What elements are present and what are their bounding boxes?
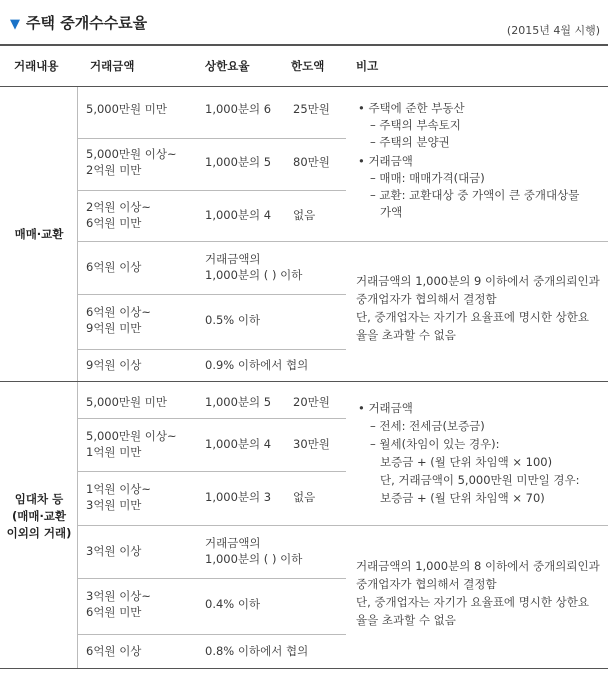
category-divider-sale: [77, 87, 78, 381]
lease-rate-5: 0.4% 이하: [205, 597, 261, 611]
category-sale: 매매·교환: [14, 227, 64, 241]
row-separator: [78, 471, 346, 472]
header-rate: 상한요율: [205, 59, 250, 73]
header-amount: 거래금액: [90, 59, 135, 73]
sale-amount-5a: 6억원 이상~: [86, 305, 152, 319]
lease-rate-6: 0.8% 이하에서 협의: [205, 644, 309, 658]
lease-amount-2a: 5,000만원 이상~: [86, 429, 177, 443]
effective-date-note: (2015년 4월 시행): [506, 24, 600, 37]
sale-limit-1: 25만원: [293, 102, 330, 116]
header-limit: 한도액: [291, 59, 325, 73]
header-bottom-border: [0, 86, 608, 87]
lease-limit-1: 20만원: [293, 395, 330, 409]
category-lease: 임대차 등 (매매·교환 이외의 거래): [6, 492, 72, 540]
lease-amount-6: 6억원 이상: [86, 644, 142, 658]
lease-amount-1: 5,000만원 미만: [86, 395, 168, 409]
sale-amount-1: 5,000만원 미만: [86, 102, 168, 116]
sale-rate-2: 1,000분의 5: [205, 155, 272, 169]
row-separator: [78, 349, 346, 350]
page-title: ▼ 주택 중개수수료율: [10, 14, 148, 32]
sale-amount-6: 9억원 이상: [86, 358, 142, 372]
row-separator: [78, 634, 346, 635]
row-separator: [78, 190, 346, 191]
lease-amount-3b: 3억원 미만: [86, 498, 142, 512]
row-separator: [78, 418, 346, 419]
lease-rate-4b: 1,000분의 ( ) 이하: [205, 552, 303, 566]
sale-rate-6: 0.9% 이하에서 협의: [205, 358, 309, 372]
sale-amount-4: 6억원 이상: [86, 260, 142, 274]
row-separator: [78, 241, 608, 242]
sale-amount-5b: 9억원 미만: [86, 321, 142, 335]
section-divider: [0, 381, 608, 382]
lease-amount-4: 3억원 이상: [86, 544, 142, 558]
lease-rate-4a: 거래금액의: [205, 536, 261, 550]
lease-rate-1: 1,000분의 5: [205, 395, 272, 409]
sale-rate-5: 0.5% 이하: [205, 313, 261, 327]
header-transaction: 거래내용: [14, 59, 59, 73]
sale-amount-3b: 6억원 미만: [86, 216, 142, 230]
lease-amount-5a: 3억원 이상~: [86, 589, 152, 603]
row-separator: [78, 525, 608, 526]
sale-rate-4a: 거래금액의: [205, 252, 261, 266]
sale-rate-3: 1,000분의 4: [205, 208, 272, 222]
lease-amount-2b: 1억원 미만: [86, 445, 142, 459]
row-separator: [78, 294, 346, 295]
table-bottom-border: [0, 668, 608, 669]
sale-amount-3a: 2억원 이상~: [86, 200, 152, 214]
sale-limit-3: 없음: [293, 208, 316, 222]
lease-limit-2: 30만원: [293, 437, 330, 451]
sale-rate-1: 1,000분의 6: [205, 102, 272, 116]
lease-rate-2: 1,000분의 4: [205, 437, 272, 451]
sale-limit-2: 80만원: [293, 155, 330, 169]
table-top-border: [0, 44, 608, 46]
lease-amount-3a: 1억원 이상~: [86, 482, 152, 496]
row-separator: [78, 578, 346, 579]
sale-rate-4b: 1,000분의 ( ) 이하: [205, 268, 303, 282]
lease-amount-5b: 6억원 미만: [86, 605, 142, 619]
header-remarks: 비고: [356, 59, 379, 73]
lease-rate-3: 1,000분의 3: [205, 490, 272, 504]
sale-amount-2b: 2억원 미만: [86, 163, 142, 177]
triangle-down-icon: ▼: [10, 17, 20, 32]
lease-limit-3: 없음: [293, 490, 316, 504]
sale-amount-2a: 5,000만원 이상~: [86, 147, 177, 161]
row-separator: [78, 138, 346, 139]
